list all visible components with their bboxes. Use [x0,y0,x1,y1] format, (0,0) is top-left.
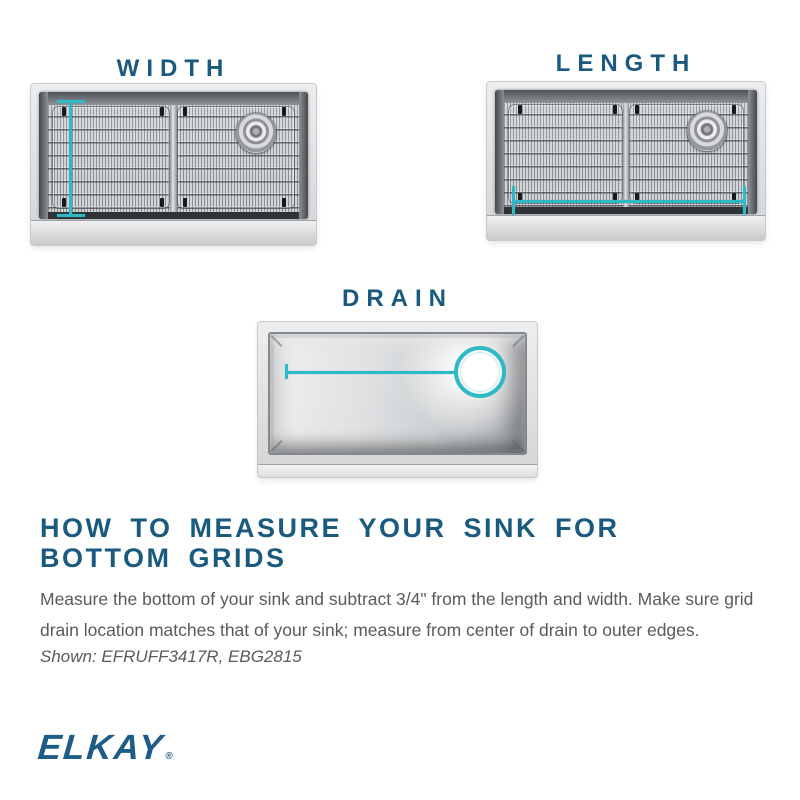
drain-measure-line [286,371,454,374]
grid-foot [183,198,187,207]
grid-center-divider [623,103,630,207]
sink-wall-right [299,92,308,219]
page-title-line2: BOTTOM GRIDS [40,543,287,573]
grid-foot [732,105,736,114]
sink-floor [48,105,299,212]
grid-foot [183,107,187,116]
instruction-text [40,584,753,646]
sink-wall-top [495,90,757,104]
sink-bowl [39,92,308,219]
drain-diagram-label: DRAIN [342,285,453,312]
width-sink-diagram [31,84,316,245]
grid-frame-right [629,104,744,204]
corner-bevel [512,335,524,347]
grid-foot [635,105,639,114]
sink-bowl [495,90,757,214]
width-measure-cap-bottom [57,214,85,217]
length-sink-diagram [487,82,765,240]
sink-wall-right [748,90,757,214]
width-diagram-label: WIDTH [116,55,231,82]
sink-wall-left [495,90,504,214]
shown-models-note: Shown: EFRUFF3417R, EBG2815 [40,647,302,666]
length-measure-cap-right [743,186,746,215]
length-measure-line [513,200,745,203]
drain-icon [687,111,727,151]
grid-foot [613,105,617,114]
grid-frame-left [508,104,623,204]
elkay-logo [36,728,175,768]
grid-foot [282,107,286,116]
grid-foot [282,198,286,207]
drain-measure-cap-left [285,364,288,379]
grid-foot [62,107,66,116]
instruction-line2: drain location matches that of your sink; measure from center of drain to outer edges. [40,620,700,640]
grid-foot [160,198,164,207]
sink-apron [487,215,765,240]
width-measure-line [69,101,72,217]
drain-location-marker-icon [454,346,506,398]
drain-icon [236,113,276,153]
sink-floor [504,103,748,207]
sink-apron [31,220,316,245]
grid-foot [160,107,164,116]
grid-frame-right [177,106,296,209]
corner-bevel [270,440,282,452]
page-title-line1: HOW TO MEASURE YOUR SINK FOR [40,513,620,543]
corner-bevel [512,440,524,452]
sink-wall-top [39,92,308,106]
sink-wall-left [39,92,48,219]
registered-trademark-icon: ® [164,751,174,762]
sink-apron [258,464,537,477]
instruction-line1: Measure the bottom of your sink and subtract 3/4" from the length and width. Make sure grid [40,589,754,609]
grid-center-divider [170,105,177,212]
elkay-logo-text: ELKAY [36,728,166,767]
grid-foot [62,198,66,207]
length-diagram-label: LENGTH [555,50,697,77]
page-title [40,513,620,573]
length-measure-cap-left [512,186,515,215]
grid-foot [518,105,522,114]
width-measure-cap-top [57,100,85,103]
corner-bevel [270,335,282,347]
drain-sink-diagram [258,322,537,477]
